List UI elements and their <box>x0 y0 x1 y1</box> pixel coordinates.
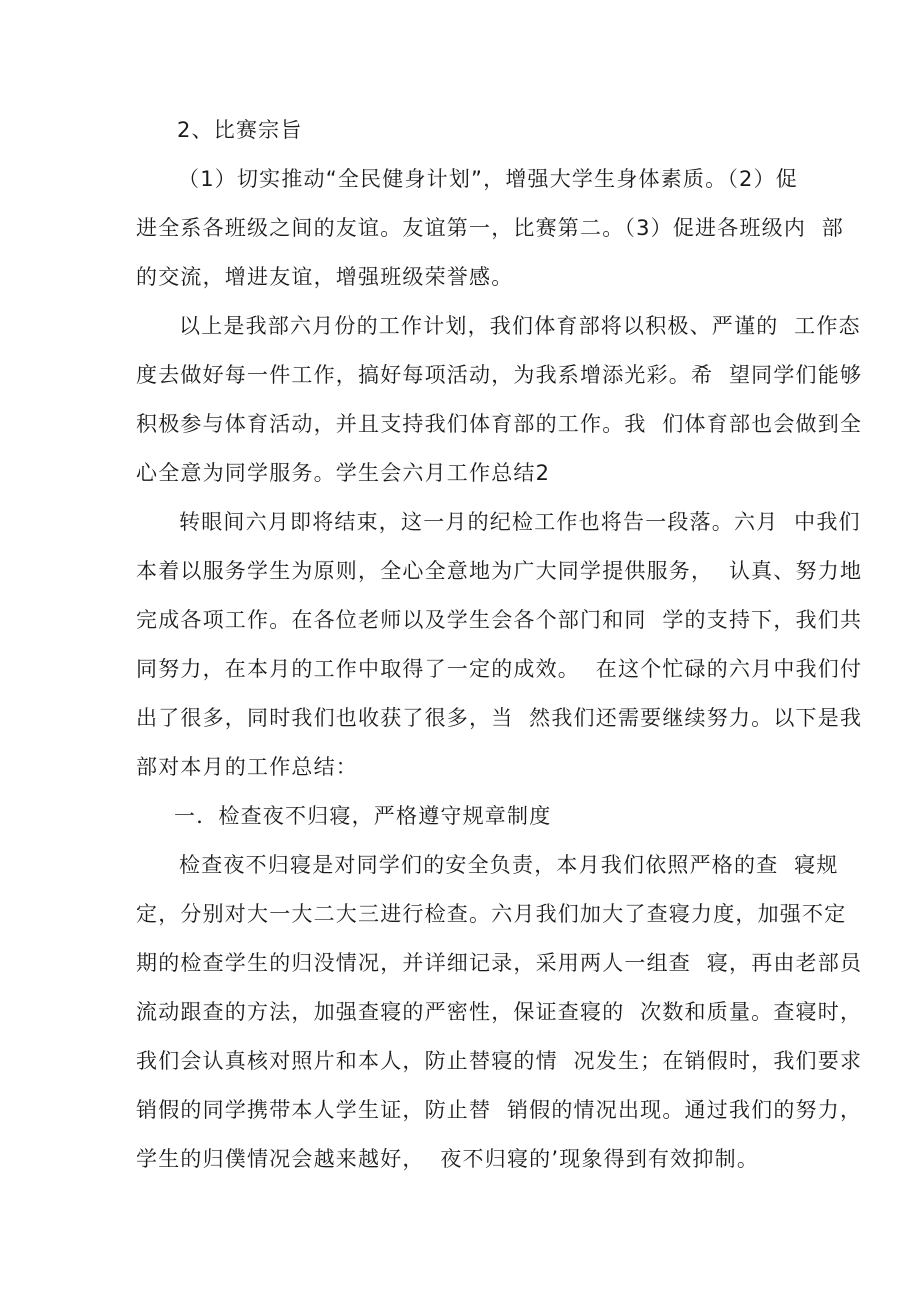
paragraph-line: 部对本月的工作总结： <box>136 755 358 779</box>
paragraph-line: 本着以服务学生为原则，全心全意地为广大同学提供服务， 认真、努力地 <box>136 559 863 583</box>
paragraph-line: 期的检查学生的归没情况，并详细记录，采用两人一组查 寝，再由老部员 <box>136 951 863 975</box>
paragraph-line: （1）切实推动“全民健身计划”，增强大学生身体素质。（2）促 <box>178 167 798 191</box>
paragraph-line: 流动跟查的方法，加强查寝的严密性，保证查寝的 次数和质量。查寝时， <box>136 1000 863 1024</box>
paragraph-line: 的交流，增进友谊，增强班级荣誉感。 <box>136 265 514 289</box>
paragraph-line: 完成各项工作。在各位老师以及学生会各个部门和同 学的支持下，我们共 <box>136 608 863 632</box>
paragraph-line: 销假的同学携带本人学生证，防止替 销假的情况出现。通过我们的努力， <box>136 1098 863 1122</box>
paragraph-line: 学生的归僕情况会越来越好， 夜不归寝的’现象得到有效抑制。 <box>136 1147 760 1171</box>
paragraph-line: 以上是我部六月份的工作计划，我们体育部将以积极、严谨的 工作态 <box>179 314 861 338</box>
paragraph-line: 进全系各班级之间的友谊。友谊第一，比赛第二。（3）促进各班级内 部 <box>136 216 845 240</box>
paragraph-line: 度去做好每一件工作，搞好每项活动，为我系增添光彩。希 望同学们能够 <box>136 363 863 387</box>
section-heading-dorm-check: 一．检查夜不归寝，严格遵守规章制度 <box>174 804 552 828</box>
section-heading-competition-purpose: 2、比赛宗旨 <box>177 118 303 142</box>
paragraph-line: 出了很多，同时我们也收获了很多，当 然我们还需要继续努力。以下是我 <box>136 706 863 730</box>
paragraph-line: 转眼间六月即将结束，这一月的纪检工作也将告一段落。六月 中我们 <box>179 510 861 534</box>
paragraph-line: 心全意为同学服务。学生会六月工作总结2 <box>136 461 551 485</box>
paragraph-line: 我们会认真核对照片和本人，防止替寝的情 况发生；在销假时，我们要求 <box>136 1049 863 1073</box>
paragraph-line: 定，分别对大一大二大三进行检查。六月我们加大了查寝力度，加强不定 <box>136 902 847 926</box>
paragraph-line: 检查夜不归寝是对同学们的安全负责，本月我们依照严格的查 寝规 <box>179 853 839 877</box>
paragraph-line: 积极参与体育活动，并且支持我们体育部的工作。我 们体育部也会做到全 <box>136 412 863 436</box>
paragraph-line: 同努力，在本月的工作中取得了一定的成效。 在这个忙碌的六月中我们付 <box>136 657 863 681</box>
